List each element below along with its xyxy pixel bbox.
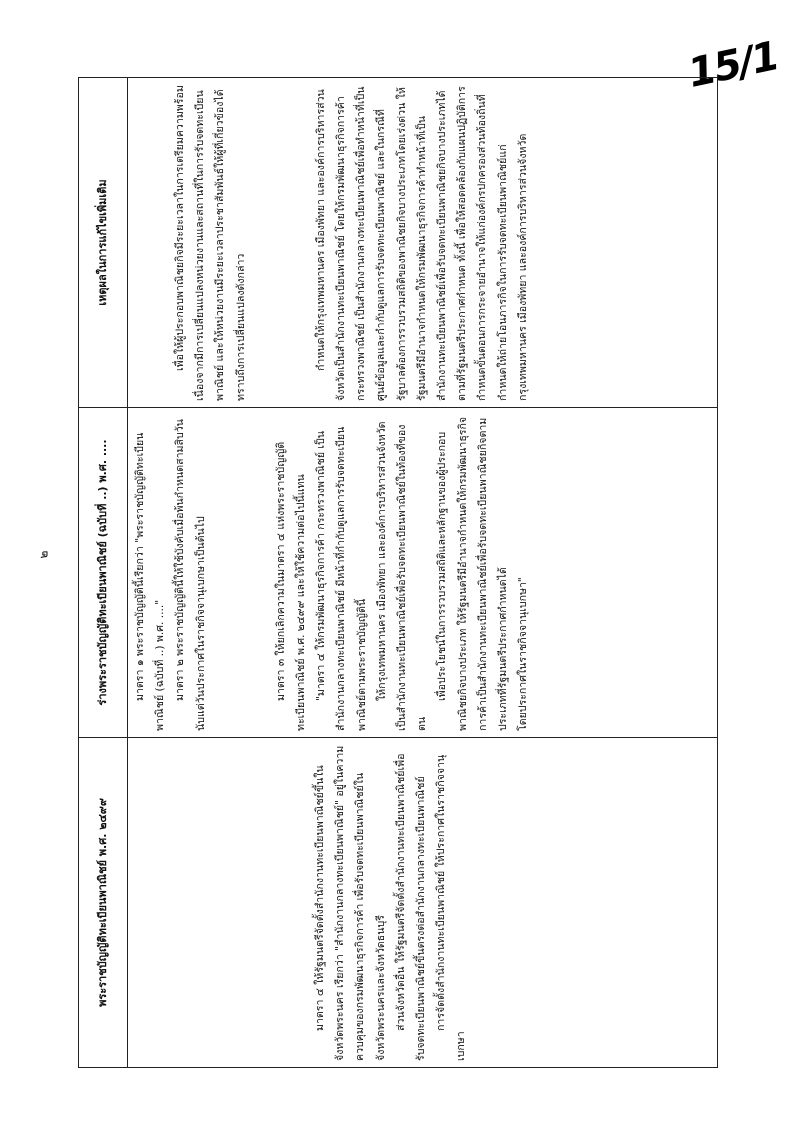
draft-announcement: โดยประกาศในราชกิจจานุเบกษา" [517, 577, 530, 731]
current-act-announcement: การจัดตั้งสำนักงานทะเบียนพาณิชย์ ให้ประกาศในราชกิจจานุเบกษา [435, 754, 468, 1061]
table-header-row [79, 78, 128, 1068]
draft-section-2: มาตรา ๒ พระราชบัญญัตินี้ให้ใช้บังคับเมื่อพ้นกำหนดสามสิบวันนับแต่วันประกาศในราชกิจจานุเบกษาเป็นต้นไป [174, 419, 207, 731]
cell-current-act [128, 738, 718, 1068]
header-reasons: เหตุผลในการแก้ไขเพิ่มเติม [79, 78, 128, 408]
reason-transition-period: เพื่อให้ผู้ประกอบพาณิชยกิจมีระยะเวลาในการเตรียมความพร้อมเนื่องจากมีการเปลี่ยนแปลงหน่วยงานและสถานที่ในการรับจดทะเบียนพาณิชย์ และให้หน่วยงานมีระยะเวลาประชาสัมพันธ์ให้ผู้ที่เกี่ยวข้องได้ทราบถึงการเปลี่ยนแปลงดังกล่าว [174, 85, 247, 401]
header-draft-act: ร่างพระราชบัญญัติทะเบียนพาณิชย์ (ฉบับที่ ..) พ.ศ. .... [79, 408, 128, 738]
reason-decentralization: กำหนดให้กรุงเทพมหานคร เมืองพัทยา และองค์การบริหารส่วนจังหวัดเป็นสำนักงานทะเบียนพาณิชย์ โดยให้กรมพัฒนาธุรกิจการค้า กระทรวงพาณิชย์ เป็นสำนักงานกลางทะเบียนพาณิชย์เพื่อทำหน้าที่เป็นศูนย์ข้อมูลและกำกับดูแลการรับจดทะเบียนพาณิชย์ และในกรณีที่รัฐบาลต้องการรวบรวมสถิติของพาณิชยกิจบางประเภทโดยเร่งด่วน ให้รัฐมนตรีมีอำนาจกำหนดให้กรมพัฒนาธุรกิจการค้าทำหน้าที่เป็นสำนักงานทะเบียนพาณิชย์เพื่อรับจดทะเบียนพาณิชยกิจบางประเภทได้ตามที่รัฐมนตรีประกาศกำหนด ทั้งนี้ เพื่อให้สอดคล้องกับแผนปฏิบัติการกำหนดขั้นตอนการกระจายอำนาจให้แก่องค์กรปกครองส่วนท้องถิ่นที่กำหนดให้ถ่ายโอนภารกิจในการรับจดทะเบียนพาณิชย์แก่กรุงเทพมหานคร เมืองพัทยา และองค์การบริหารส่วนจังหวัด [314, 86, 529, 401]
current-act-section-4: มาตรา ๔ ให้รัฐมนตรีจัดตั้งสำนักงานทะเบียนพาณิชย์ขึ้นในจังหวัดพระนคร เรียกว่า "สำนักงานกลางทะเบียนพาณิชย์" อยู่ในความควบคุมของกรมพัฒนาธุรกิจการค้า เพื่อรับจดทะเบียนพาณิชย์ในจังหวัดพระนครและจังหวัดธนบุรี [314, 745, 387, 1061]
draft-section-1: มาตรา ๑ พระราชบัญญัตินี้เรียกว่า "พระราชบัญญัติทะเบียนพาณิชย์ (ฉบับที่ ..) พ.ศ. ...." [134, 432, 167, 731]
draft-statistics-clause: เพื่อประโยชน์ในการรวบรวมสถิติและหลักฐานของผู้ประกอบพาณิชยกิจบางประเภท ให้รัฐมนตรีมีอำนาจกำหนดให้กรมพัฒนาธุรกิจการค้าเป็นสำนักงานทะเบียนพาณิชย์เพื่อรับจดทะเบียนพาณิชยกิจตามประเภทที่รัฐมนตรีประกาศกำหนดได้ [436, 416, 510, 731]
draft-local-offices: ให้กรุงเทพมหานคร เมืองพัทยา และองค์การบริหารส่วนจังหวัด เป็นสำนักงานทะเบียนพาณิชย์เพื่อรับจดทะเบียนพาณิชย์ในท้องที่ของตน [375, 421, 429, 731]
draft-section-3: มาตรา ๓ ให้ยกเลิกความในมาตรา ๔ แห่งพระราชบัญญัติทะเบียนพาณิชย์ พ.ศ. ๒๔๙๙ และให้ใช้ความต่อไปนี้แทน [274, 441, 308, 731]
cell-reasons [128, 78, 718, 408]
draft-section-4: "มาตรา ๔ ให้กรมพัฒนาธุรกิจการค้า กระทรวงพาณิชย์ เป็นสำนักงานกลางทะเบียนพาณิชย์ มีหน้าที่กำกับดูแลการรับจดทะเบียนพาณิชย์ตามพระราชบัญญัตินี้ [315, 426, 368, 731]
handwritten-page-mark: 15/1 [684, 33, 782, 97]
table-row [128, 78, 718, 1068]
cell-draft-act [128, 408, 718, 738]
header-current-act: พระราชบัญญัติทะเบียนพาณิชย์ พ.ศ. ๒๔๙๙ [79, 738, 128, 1068]
rotated-document [78, 78, 718, 1068]
page-number: ๒ [36, 550, 51, 559]
current-act-other-provinces: ส่วนจังหวัดอื่น ให้รัฐมนตรีจัดตั้งสำนักงานทะเบียนพาณิชย์เพื่อรับจดทะเบียนพาณิชย์ขึ้นตรงต่อสำนักงานกลางทะเบียนพาณิชย์ [394, 753, 428, 1061]
comparison-table [78, 77, 718, 1068]
